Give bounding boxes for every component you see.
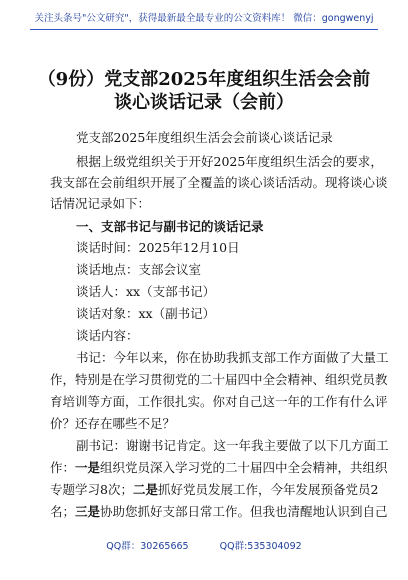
footer-contact	[0, 538, 408, 552]
deputy-line-3-text: 抓好党员发展工作，今年发展预备党员2	[157, 482, 379, 497]
secretary-line-3: 育培训等方面，工作很扎实。你对自己这一年的工作有什么评	[50, 394, 388, 409]
header-promo-note: 关注头条号"公文研究"，获得最新最全最专业的公文资料库！ 微信：gongwenyj	[34, 13, 374, 24]
deputy-line-4-prefix: 名；	[50, 504, 76, 519]
talk-time: 谈话时间：2025年12月10日	[76, 240, 240, 255]
deputy-line-2-prefix: 作：	[50, 460, 76, 475]
footer-qq-group-2: QQ群:535304092	[219, 541, 302, 552]
title-line-2: 谈心谈话记录（会前）	[114, 92, 294, 113]
intro-line-1: 根据上级党组织关于开好2025年度组织生活会的要求，	[76, 154, 383, 169]
deputy-line-2	[50, 460, 388, 476]
deputy-line-3-prefix: 专题学习8次；	[50, 482, 133, 497]
deputy-line-2-marker: 一是	[75, 460, 101, 475]
title-line-1: （9份）党支部2025年度组织生活会会前	[37, 69, 371, 90]
deputy-line-3-marker: 二是	[132, 482, 158, 497]
deputy-line-2-text: 组织党员深入学习党的二十届四中全会精神，共组织	[100, 460, 388, 475]
deputy-line-4	[50, 504, 388, 520]
footer-qq-group-1: QQ群：30265665	[106, 541, 189, 552]
deputy-line-3	[50, 482, 378, 498]
talk-speaker: 谈话人：xx（支部书记）	[76, 284, 216, 299]
secretary-line-2: 作，特别是在学习贯彻党的二十届四中全会精神、组织党员教	[50, 372, 388, 387]
deputy-line-1: 副书记：谢谢书记肯定。这一年我主要做了以下几方面工	[76, 438, 389, 453]
talk-content-label: 谈话内容：	[76, 328, 139, 343]
deputy-line-4-marker: 三是	[75, 504, 101, 519]
secretary-line-1: 书记：今年以来，你在协助我抓支部工作方面做了大量工	[76, 350, 389, 365]
intro-line-3: 话情况记录如下：	[50, 196, 151, 211]
talk-target: 谈话对象：xx（副书记）	[76, 306, 216, 321]
deputy-line-4-text: 协助您抓好支部日常工作。但我也清醒地认识到自己	[100, 504, 388, 519]
doc-label: 党支部2025年度组织生活会会前谈心谈话记录	[76, 130, 333, 145]
talk-place: 谈话地点：支部会议室	[76, 262, 202, 277]
section-heading-1: 一、支部书记与副书记的谈话记录	[76, 219, 264, 234]
intro-line-2: 我支部在会前组织开展了全覆盖的谈心谈话活动。现将谈心谈	[50, 175, 388, 190]
secretary-line-4: 价？还存在哪些不足？	[50, 416, 176, 431]
